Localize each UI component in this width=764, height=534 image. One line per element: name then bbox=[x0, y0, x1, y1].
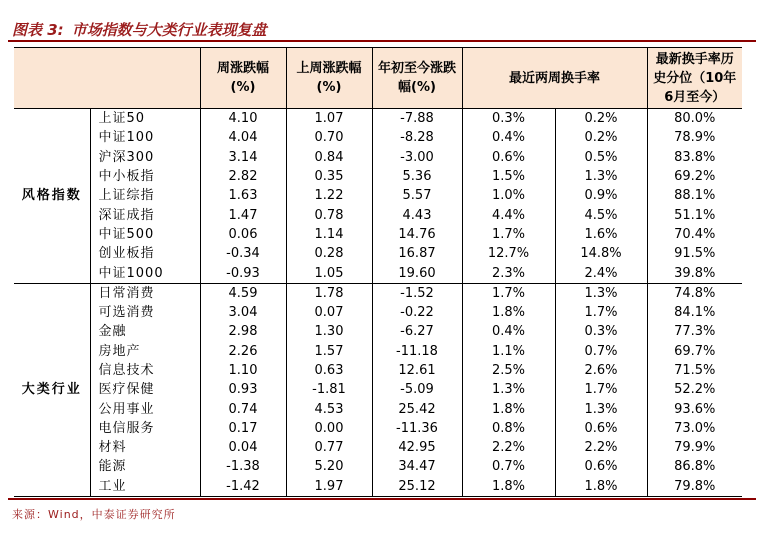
turnover-week2: 1.3% bbox=[555, 399, 647, 418]
row-name: 材料 bbox=[90, 438, 200, 457]
turnover-week2: 2.2% bbox=[555, 438, 647, 457]
weekly-change: 0.74 bbox=[200, 399, 286, 418]
weekly-change: 2.82 bbox=[200, 167, 286, 186]
turnover-percentile: 88.1% bbox=[647, 186, 742, 205]
turnover-week2: 2.4% bbox=[555, 263, 647, 283]
table-row bbox=[14, 167, 742, 186]
turnover-week1: 1.5% bbox=[462, 167, 555, 186]
weekly-change: -1.42 bbox=[200, 477, 286, 497]
turnover-week2: 14.8% bbox=[555, 244, 647, 263]
turnover-percentile: 80.0% bbox=[647, 109, 742, 129]
last-week-change: 0.28 bbox=[286, 244, 372, 263]
turnover-week2: 1.7% bbox=[555, 303, 647, 322]
turnover-week1: 1.8% bbox=[462, 399, 555, 418]
turnover-week1: 0.4% bbox=[462, 322, 555, 341]
row-name: 上证50 bbox=[90, 109, 200, 129]
ytd-change: -6.27 bbox=[372, 322, 462, 341]
ytd-change: 12.61 bbox=[372, 361, 462, 380]
row-name: 公用事业 bbox=[90, 399, 200, 418]
weekly-change: 1.63 bbox=[200, 186, 286, 205]
turnover-week2: 0.9% bbox=[555, 186, 647, 205]
last-week-change: 0.84 bbox=[286, 148, 372, 167]
weekly-change: 0.06 bbox=[200, 225, 286, 244]
table-row bbox=[14, 361, 742, 380]
last-week-change: 4.53 bbox=[286, 399, 372, 418]
ytd-change: 14.76 bbox=[372, 225, 462, 244]
weekly-change: 0.93 bbox=[200, 380, 286, 399]
turnover-week2: 0.3% bbox=[555, 322, 647, 341]
turnover-week1: 1.7% bbox=[462, 225, 555, 244]
turnover-week1: 2.2% bbox=[462, 438, 555, 457]
turnover-week1: 1.8% bbox=[462, 303, 555, 322]
last-week-change: 0.35 bbox=[286, 167, 372, 186]
ytd-change: 34.47 bbox=[372, 457, 462, 476]
last-week-change: 1.78 bbox=[286, 283, 372, 303]
turnover-percentile: 84.1% bbox=[647, 303, 742, 322]
row-name: 中证500 bbox=[90, 225, 200, 244]
turnover-week2: 0.5% bbox=[555, 148, 647, 167]
turnover-week1: 4.4% bbox=[462, 205, 555, 224]
last-week-change: 5.20 bbox=[286, 457, 372, 476]
ytd-change: -0.22 bbox=[372, 303, 462, 322]
turnover-week1: 1.0% bbox=[462, 186, 555, 205]
ytd-change: -7.88 bbox=[372, 109, 462, 129]
last-week-change: 1.97 bbox=[286, 477, 372, 497]
turnover-week1: 1.7% bbox=[462, 283, 555, 303]
turnover-percentile: 78.9% bbox=[647, 128, 742, 147]
weekly-change: 3.14 bbox=[200, 148, 286, 167]
table-row bbox=[14, 303, 742, 322]
table-row bbox=[14, 148, 742, 167]
ytd-change: 16.87 bbox=[372, 244, 462, 263]
row-name: 创业板指 bbox=[90, 244, 200, 263]
weekly-change: -1.38 bbox=[200, 457, 286, 476]
turnover-week2: 0.2% bbox=[555, 128, 647, 147]
group-label: 大类行业 bbox=[14, 283, 90, 496]
turnover-week2: 1.3% bbox=[555, 283, 647, 303]
header-corner bbox=[14, 48, 200, 109]
turnover-week2: 1.6% bbox=[555, 225, 647, 244]
turnover-percentile: 69.2% bbox=[647, 167, 742, 186]
table-row bbox=[14, 477, 742, 497]
turnover-week2: 4.5% bbox=[555, 205, 647, 224]
last-week-change: -1.81 bbox=[286, 380, 372, 399]
figure-title: 市场指数与大类行业表现复盘 bbox=[71, 21, 267, 39]
header-weekly: 周涨跌幅 (%) bbox=[200, 48, 286, 109]
last-week-change: 1.57 bbox=[286, 342, 372, 361]
turnover-week2: 1.8% bbox=[555, 477, 647, 497]
row-name: 信息技术 bbox=[90, 361, 200, 380]
turnover-percentile: 69.7% bbox=[647, 342, 742, 361]
turnover-percentile: 83.8% bbox=[647, 148, 742, 167]
turnover-percentile: 74.8% bbox=[647, 283, 742, 303]
turnover-percentile: 39.8% bbox=[647, 263, 742, 283]
row-name: 日常消费 bbox=[90, 283, 200, 303]
row-name: 中证100 bbox=[90, 128, 200, 147]
header-percentile: 最新换手率历史分位（10年6月至今） bbox=[647, 48, 742, 109]
turnover-week1: 2.3% bbox=[462, 263, 555, 283]
turnover-percentile: 71.5% bbox=[647, 361, 742, 380]
last-week-change: 0.70 bbox=[286, 128, 372, 147]
ytd-change: 25.42 bbox=[372, 399, 462, 418]
weekly-change: 4.04 bbox=[200, 128, 286, 147]
turnover-week2: 1.7% bbox=[555, 380, 647, 399]
turnover-percentile: 93.6% bbox=[647, 399, 742, 418]
turnover-week1: 0.7% bbox=[462, 457, 555, 476]
turnover-week2: 1.3% bbox=[555, 167, 647, 186]
ytd-change: -11.18 bbox=[372, 342, 462, 361]
last-week-change: 1.05 bbox=[286, 263, 372, 283]
table-row bbox=[14, 342, 742, 361]
ytd-change: -1.52 bbox=[372, 283, 462, 303]
turnover-week2: 0.6% bbox=[555, 419, 647, 438]
turnover-percentile: 51.1% bbox=[647, 205, 742, 224]
table-row bbox=[14, 263, 742, 283]
row-name: 能源 bbox=[90, 457, 200, 476]
turnover-week1: 2.5% bbox=[462, 361, 555, 380]
figure-label: 图表 3: bbox=[12, 21, 64, 39]
last-week-change: 1.30 bbox=[286, 322, 372, 341]
turnover-percentile: 52.2% bbox=[647, 380, 742, 399]
source-note: 来源：Wind，中泰证券研究所 bbox=[8, 498, 756, 516]
table-row bbox=[14, 438, 742, 457]
ytd-change: 25.12 bbox=[372, 477, 462, 497]
row-name: 房地产 bbox=[90, 342, 200, 361]
weekly-change: 2.26 bbox=[200, 342, 286, 361]
table-row bbox=[14, 283, 742, 303]
ytd-change: 42.95 bbox=[372, 438, 462, 457]
group-label: 风格指数 bbox=[14, 109, 90, 284]
ytd-change: 19.60 bbox=[372, 263, 462, 283]
weekly-change: -0.93 bbox=[200, 263, 286, 283]
last-week-change: 0.00 bbox=[286, 419, 372, 438]
row-name: 可选消费 bbox=[90, 303, 200, 322]
last-week-change: 0.77 bbox=[286, 438, 372, 457]
row-name: 上证综指 bbox=[90, 186, 200, 205]
last-week-change: 0.78 bbox=[286, 205, 372, 224]
row-name: 电信服务 bbox=[90, 419, 200, 438]
table-row bbox=[14, 380, 742, 399]
last-week-change: 1.07 bbox=[286, 109, 372, 129]
last-week-change: 1.22 bbox=[286, 186, 372, 205]
table-row bbox=[14, 399, 742, 418]
turnover-percentile: 91.5% bbox=[647, 244, 742, 263]
weekly-change: 1.10 bbox=[200, 361, 286, 380]
weekly-change: 4.10 bbox=[200, 109, 286, 129]
turnover-percentile: 73.0% bbox=[647, 419, 742, 438]
header-ytd: 年初至今涨跌幅(%) bbox=[372, 48, 462, 109]
ytd-change: -8.28 bbox=[372, 128, 462, 147]
turnover-percentile: 86.8% bbox=[647, 457, 742, 476]
table-row bbox=[14, 244, 742, 263]
ytd-change: 5.36 bbox=[372, 167, 462, 186]
turnover-week1: 0.6% bbox=[462, 148, 555, 167]
weekly-change: -0.34 bbox=[200, 244, 286, 263]
table-row bbox=[14, 419, 742, 438]
turnover-week2: 0.6% bbox=[555, 457, 647, 476]
weekly-change: 2.98 bbox=[200, 322, 286, 341]
weekly-change: 4.59 bbox=[200, 283, 286, 303]
turnover-week2: 0.2% bbox=[555, 109, 647, 129]
row-name: 深证成指 bbox=[90, 205, 200, 224]
turnover-percentile: 79.9% bbox=[647, 438, 742, 457]
table-row bbox=[14, 322, 742, 341]
table-row bbox=[14, 128, 742, 147]
turnover-week1: 12.7% bbox=[462, 244, 555, 263]
turnover-week1: 1.3% bbox=[462, 380, 555, 399]
weekly-change: 0.17 bbox=[200, 419, 286, 438]
ytd-change: 5.57 bbox=[372, 186, 462, 205]
turnover-week2: 2.6% bbox=[555, 361, 647, 380]
turnover-week1: 0.4% bbox=[462, 128, 555, 147]
ytd-change: -3.00 bbox=[372, 148, 462, 167]
turnover-percentile: 70.4% bbox=[647, 225, 742, 244]
row-name: 沪深300 bbox=[90, 148, 200, 167]
turnover-week1: 1.1% bbox=[462, 342, 555, 361]
header-row bbox=[14, 48, 742, 109]
turnover-week1: 0.8% bbox=[462, 419, 555, 438]
row-name: 医疗保健 bbox=[90, 380, 200, 399]
table-body bbox=[14, 109, 742, 497]
table-row bbox=[14, 109, 742, 129]
turnover-percentile: 77.3% bbox=[647, 322, 742, 341]
turnover-week1: 0.3% bbox=[462, 109, 555, 129]
weekly-change: 0.04 bbox=[200, 438, 286, 457]
last-week-change: 0.07 bbox=[286, 303, 372, 322]
header-turnover: 最近两周换手率 bbox=[462, 48, 647, 109]
market-performance-table bbox=[14, 47, 742, 497]
table-row bbox=[14, 205, 742, 224]
turnover-percentile: 79.8% bbox=[647, 477, 742, 497]
weekly-change: 1.47 bbox=[200, 205, 286, 224]
row-name: 金融 bbox=[90, 322, 200, 341]
ytd-change: -5.09 bbox=[372, 380, 462, 399]
turnover-week2: 0.7% bbox=[555, 342, 647, 361]
weekly-change: 3.04 bbox=[200, 303, 286, 322]
figure-title-bar bbox=[8, 20, 756, 42]
turnover-week1: 1.8% bbox=[462, 477, 555, 497]
ytd-change: -11.36 bbox=[372, 419, 462, 438]
row-name: 工业 bbox=[90, 477, 200, 497]
row-name: 中小板指 bbox=[90, 167, 200, 186]
table-row bbox=[14, 225, 742, 244]
row-name: 中证1000 bbox=[90, 263, 200, 283]
table-row bbox=[14, 457, 742, 476]
header-last-week: 上周涨跌幅 (%) bbox=[286, 48, 372, 109]
last-week-change: 0.63 bbox=[286, 361, 372, 380]
ytd-change: 4.43 bbox=[372, 205, 462, 224]
table-row bbox=[14, 186, 742, 205]
last-week-change: 1.14 bbox=[286, 225, 372, 244]
